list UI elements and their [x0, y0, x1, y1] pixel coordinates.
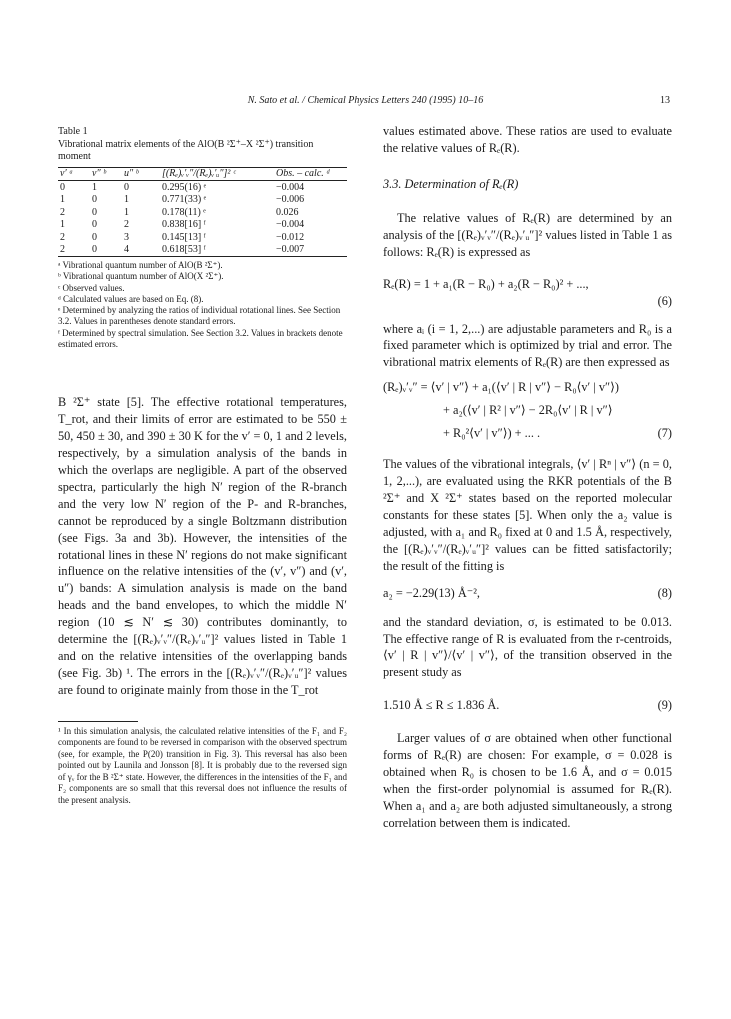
table-notes	[58, 260, 347, 350]
equation-7	[383, 379, 672, 442]
table-header-row	[58, 167, 347, 181]
table-cell: 2	[58, 244, 90, 257]
table-cell: 0	[92, 206, 97, 218]
matrix-elements-table	[58, 167, 347, 258]
col-header: u″ ᵇ	[122, 167, 160, 181]
equation-7-line-1: (Rₑ)ᵥ′ᵥ″ = ⟨v′ | v″⟩ + a₁(⟨v′ | R | v″⟩ − R₀⟨v′ | v″⟩)	[383, 380, 620, 395]
right-paragraph-6: Larger values of σ are obtained when other functional forms of Rₑ(R) are chosen: For example, σ = 0.028 is obtained when R₀ is chosen to be 1.6 Å, and σ = 0.015 when the first-order polynomial is assumed for Rₑ(R). When a₁ and a₂ are both adjusted simultaneously, a strong correlation between them is indicated.	[383, 731, 672, 830]
table-cell: 0.145[13] ᶠ	[162, 231, 206, 243]
section-heading: 3.3. Determination of Rₑ(R)	[383, 176, 519, 191]
table-row	[58, 181, 347, 194]
left-body-text: B ²Σ⁺ state [5]. The effective rotational temperatures, T_rot, and their limits of error are estimated to be 550 ± 50, 450 ± 30, and 390 ± 30 K for the v′ = 0, 1 and 2 levels, respectively, by a simulation analysis of the bands in which the overlaps are negligible. A part of the observed spectra, particularly the high N′ region of the R-branch and the very low N′ region of the P- and R-branches, cannot be reproduced by a single Boltzmann distribution (see Figs. 3a and 3b). However, the intensities of the rotational lines in these N′ regions do not make significant influence on the relative intensities of the (v′, v″) and (v′, u″) bands: A simulation analysis is made on the band heads and the band envelopes, to which the middle N′ region (10 ≲ N′ ≲ 30) contributes dominantly, to determine the [(Rₑ)ᵥ′ᵥ″/(Rₑ)ᵥ′ᵤ″]² values listed in Table 1 and on the relative intensities of the overlapping bands (see Fig. 3b) ¹. The errors in the [(Rₑ)ᵥ′ᵥ″/(Rₑ)ᵥ′ᵤ″]² values are found to originate mainly from those in the T_rot	[58, 395, 347, 697]
table-cell: −0.007	[274, 244, 347, 257]
table-note: ᵉ Determined by analyzing the ratios of individual rotational lines. See Section 3.2. Values in parentheses denote standard errors.	[58, 305, 341, 327]
footnote: ¹ In this simulation analysis, the calculated relative intensities of the F₁ and F₂ components are found to be reversed in comparison with the observed spectrum (see, for example, the P(20) transition in Fig. 3). This reversal has also been pointed out by Launila and Jonsson [8]. It is probably due to the reversed sign of γᵥ for the B ²Σ⁺ state. However, the differences in the intensities of the F₁ and F₂ components are so small that this reversal does not influence the results of the present analysis.	[58, 725, 347, 805]
right-paragraph-4: The values of the vibrational integrals, ⟨v′ | Rⁿ | v″⟩ (n = 0, 1, 2,...), are evaluated using the RKR potentials of the B ²Σ⁺ and X ²Σ⁺ states based on the reported molecular constants for these states [5]. When only the a₂ value is adjusted, with a₁ and R₀ fixed at 0 and 1.5 Å, respectively, the [(Rₑ)ᵥ′ᵥ″/(Rₑ)ᵥ′ᵤ″]² values can be fitted satisfactorily; the result of the fitting is	[383, 457, 672, 573]
right-column	[383, 123, 672, 832]
equation-7-line-3: + R₀²⟨v′ | v″⟩) + ... .	[443, 426, 541, 441]
table-cell: 0	[90, 244, 122, 257]
table-cell: 0	[92, 194, 97, 206]
equation-8-number: (8)	[657, 585, 672, 600]
table-row	[58, 231, 347, 244]
table-cell: 0	[124, 181, 129, 193]
table-cell: 2	[60, 206, 65, 218]
table-cell: 0.295(16) ᵉ	[162, 181, 207, 193]
table-cell: 0	[92, 219, 97, 231]
page-number: 13	[660, 95, 670, 106]
table-cell: 0.026	[276, 206, 299, 218]
table-cell: 4	[122, 244, 160, 257]
equation-6-number: (6)	[657, 293, 672, 308]
col-header: Obs. – calc. ᵈ	[274, 167, 347, 181]
right-paragraph-2: The relative values of Rₑ(R) are determined by an analysis of the [(Rₑ)ᵥ′ᵥ″/(Rₑ)ᵥ′ᵤ″]² values listed in Table 1 as follows: Rₑ(R) is expressed as	[383, 210, 672, 259]
table-note: ᵈ Calculated values are based on Eq. (8).	[58, 293, 204, 304]
equation-8-body: a₂ = −2.29(13) Å⁻²,	[383, 585, 480, 600]
table-note: ᵇ Vibrational quantum number of AlO(X ²Σ⁺).	[58, 271, 224, 282]
table-cell: 0	[92, 231, 97, 243]
table-cell: 0.838[16] ᶠ	[162, 219, 206, 231]
table-cell: 1	[92, 181, 97, 193]
table-cell: 1	[60, 219, 65, 231]
col-header: v′ ᵃ	[58, 167, 90, 181]
table-cell: 0.178(11) ᵉ	[162, 206, 206, 218]
table-cell: 1	[124, 206, 129, 218]
table-cell: 0	[60, 181, 65, 193]
equation-7-number: (7)	[657, 426, 672, 441]
right-paragraph-5: and the standard deviation, σ, is estimated to be 0.013. The effective range of R is evaluated from the r-centroids, ⟨v′ | R | v″⟩/⟨v′ | v″⟩, of the transition observed in the present study as	[383, 614, 672, 680]
table-cell: −0.012	[276, 231, 305, 243]
equation-9-body: 1.510 Å ≤ R ≤ 1.836 Å.	[383, 698, 500, 713]
col-header: v″ ᵇ	[90, 167, 122, 181]
table-cell: 1	[60, 194, 65, 206]
table-cell: 2	[124, 219, 129, 231]
table-cell: 0.618[53] ᶠ	[160, 244, 274, 257]
table-cell: −0.004	[276, 219, 305, 231]
table-row	[58, 219, 347, 232]
col-header: [(Rₑ)ᵥ′ᵥ″/(Rₑ)ᵥ′ᵤ″]² ᶜ	[160, 167, 274, 181]
table-note: ᵃ Vibrational quantum number of AlO(B ²Σ⁺).	[58, 260, 223, 270]
table-row	[58, 194, 347, 207]
right-paragraph-3: where aᵢ (i = 1, 2,...) are adjustable parameters and R₀ is a fixed parameter which is optimized by trial and error. The vibrational matrix elements of Rₑ(R) are then expressed as	[383, 321, 672, 370]
table-cell: 3	[124, 231, 129, 243]
table-cell: −0.006	[276, 194, 305, 206]
table-caption: Vibrational matrix elements of the AlO(B ²Σ⁺–X ²Σ⁺) transition moment	[58, 138, 314, 162]
table-cell: 1	[124, 194, 129, 206]
table-note: ᶠ Determined by spectral simulation. See Section 3.2. Values in brackets denote estimated errors.	[58, 327, 343, 350]
equation-8	[383, 585, 672, 602]
table-row	[58, 244, 347, 257]
equation-9-number: (9)	[657, 698, 672, 713]
table-note: ᶜ Observed values.	[58, 282, 125, 293]
left-column	[58, 126, 347, 806]
footnote-rule	[58, 721, 138, 722]
table-cell: −0.004	[276, 181, 305, 193]
equation-7-line-2: + a₂(⟨v′ | R² | v″⟩ − 2R₀⟨v′ | R | v″⟩	[443, 403, 613, 418]
table-row	[58, 206, 347, 219]
table-cell: 2	[60, 231, 65, 243]
table-cell: 0.771(33) ᵉ	[162, 194, 207, 206]
table-title: Table 1	[58, 126, 88, 137]
equation-6-body: Rₑ(R) = 1 + a₁(R − R₀) + a₂(R − R₀)² + ...,	[383, 276, 589, 291]
equation-9	[383, 697, 672, 714]
journal-citation: N. Sato et al. / Chemical Physics Letters 240 (1995) 10–16	[247, 95, 484, 106]
equation-6	[383, 276, 672, 308]
right-paragraph-1: values estimated above. These ratios are used to evaluate the relative values of Rₑ(R).	[383, 124, 672, 155]
